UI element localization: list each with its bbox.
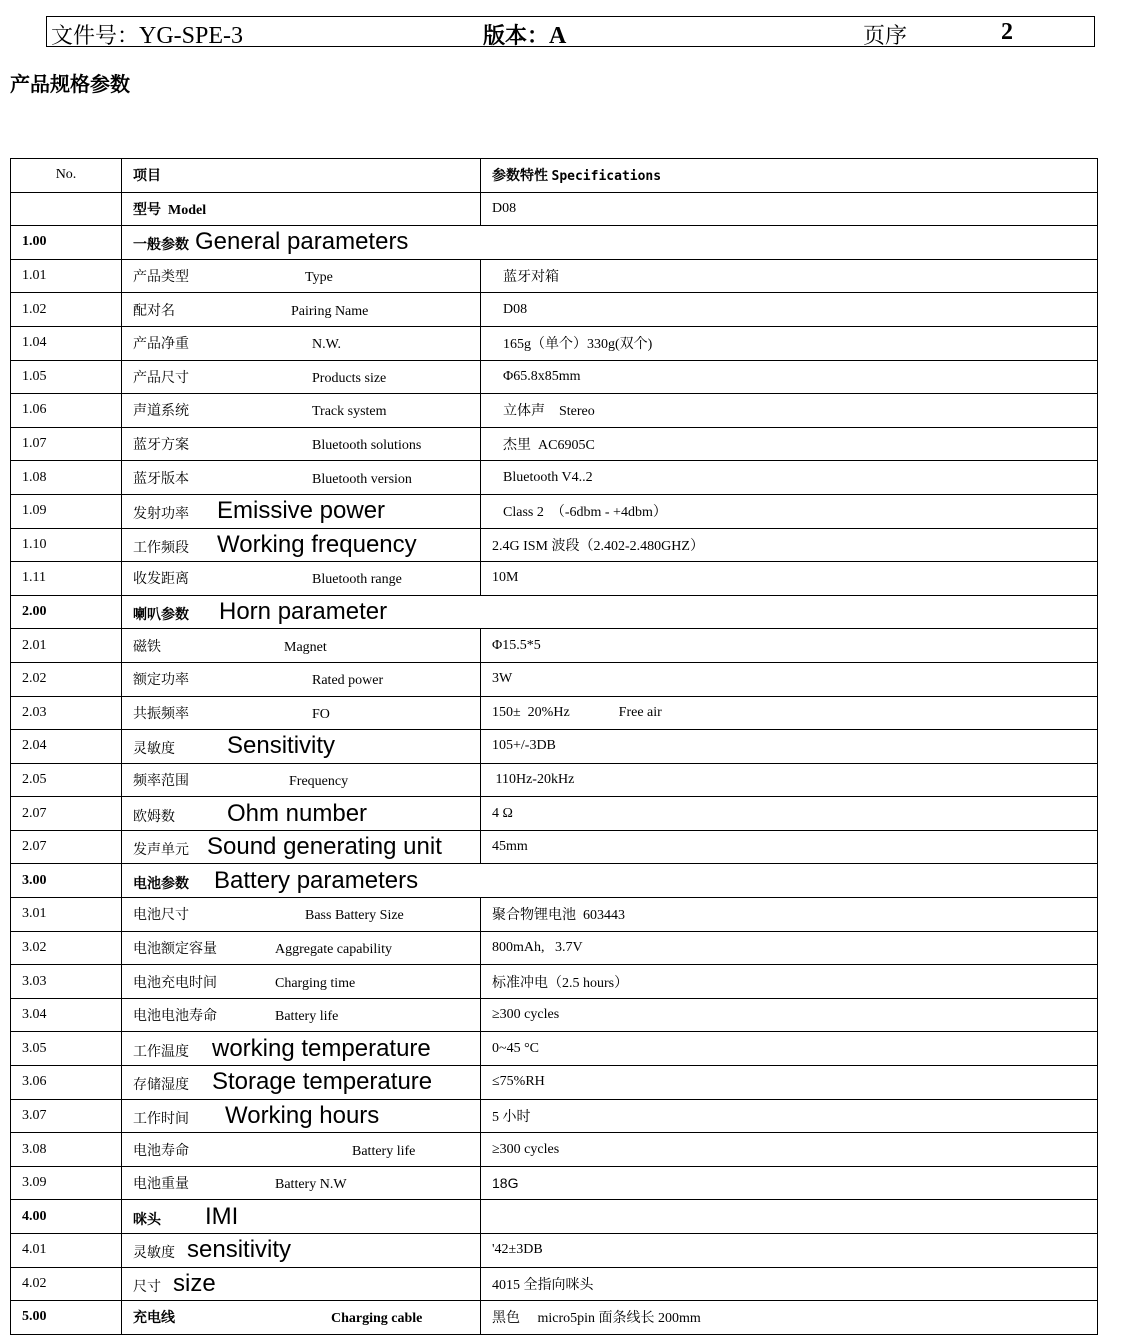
- spec-table: [10, 158, 1098, 1335]
- row-value: 18G: [481, 1166, 1098, 1200]
- item-cn: 灵敏度: [133, 741, 175, 758]
- model-en: Model: [168, 202, 207, 218]
- table-row: [11, 461, 1098, 495]
- row-number: 5.00: [11, 1301, 122, 1335]
- row-item: [122, 931, 481, 965]
- table-row: [11, 494, 1098, 528]
- row-value: 0~45 °C: [481, 1032, 1098, 1066]
- row-number: 3.09: [11, 1166, 122, 1200]
- row-number: 2.00: [11, 595, 122, 629]
- row-number: 1.00: [11, 226, 122, 260]
- row-value: ≥300 cycles: [481, 998, 1098, 1032]
- item-cn: 发射功率: [133, 506, 189, 523]
- row-number: 1.02: [11, 293, 122, 327]
- row-value: ≤75%RH: [481, 1066, 1098, 1100]
- table-row: [11, 797, 1098, 831]
- row-number: 1.10: [11, 528, 122, 562]
- row-number: 3.01: [11, 898, 122, 932]
- row-value: 4 Ω: [481, 797, 1098, 831]
- item-cn: 声道系统: [133, 403, 189, 420]
- table-row: [11, 629, 1098, 663]
- item-cn: 电池重量: [133, 1176, 189, 1193]
- table-row: [11, 394, 1098, 428]
- row-item: [122, 1032, 481, 1066]
- row-item: [122, 461, 481, 495]
- item-cn: 电池参数: [133, 875, 189, 892]
- row-number: 2.02: [11, 662, 122, 696]
- table-header-row: [11, 159, 1098, 193]
- col-item: 项目: [122, 159, 481, 193]
- doc-number: [51, 19, 243, 50]
- table-row: [11, 830, 1098, 864]
- item-cn: 产品尺寸: [133, 369, 189, 386]
- row-item: [122, 696, 481, 730]
- row-number: 1.07: [11, 427, 122, 461]
- row-item: [122, 562, 481, 596]
- item-cn: 产品类型: [133, 269, 189, 286]
- row-item: [122, 528, 481, 562]
- item-cn: 蓝牙版本: [133, 470, 189, 487]
- table-row: [11, 1267, 1098, 1301]
- row-value: 杰里 AC6905C: [481, 427, 1098, 461]
- item-cn: 电池尺寸: [133, 907, 189, 924]
- row-item: [122, 226, 1098, 260]
- item-en: Frequency: [289, 773, 349, 789]
- row-number: 3.02: [11, 931, 122, 965]
- item-en: Bluetooth range: [312, 572, 402, 588]
- row-item: [122, 360, 481, 394]
- item-en: Bluetooth solutions: [312, 438, 422, 454]
- item-en: Products size: [312, 370, 387, 386]
- row-number: 4.02: [11, 1267, 122, 1301]
- row-number: 2.03: [11, 696, 122, 730]
- row-item: [122, 1267, 481, 1301]
- table-row: [11, 1066, 1098, 1100]
- item-en: size: [173, 1269, 216, 1297]
- row-item: [122, 797, 481, 831]
- page-number: 2: [1001, 19, 1013, 45]
- row-number: 1.08: [11, 461, 122, 495]
- table-row: [11, 1032, 1098, 1066]
- item-en: FO: [312, 706, 330, 722]
- row-number: 1.06: [11, 394, 122, 428]
- row-value: ≥300 cycles: [481, 1133, 1098, 1167]
- item-cn: 产品净重: [133, 336, 189, 353]
- item-cn: 欧姆数: [133, 808, 175, 825]
- document-header: [46, 16, 1095, 47]
- item-en: Rated power: [312, 673, 384, 689]
- row-number: 1.01: [11, 259, 122, 293]
- table-row: [11, 965, 1098, 999]
- item-cn: 配对名: [133, 302, 175, 319]
- item-en: Working hours: [225, 1101, 380, 1129]
- item-en: Battery N.W: [275, 1177, 347, 1193]
- row-value: 标准冲电（2.5 hours）: [481, 965, 1098, 999]
- section-row: [11, 864, 1098, 898]
- item-cn: 咪头: [133, 1211, 161, 1228]
- row-number: 2.01: [11, 629, 122, 663]
- table-row: [11, 763, 1098, 797]
- item-cn: 电池寿命: [133, 1142, 189, 1159]
- item-en: working temperature: [212, 1034, 431, 1062]
- item-en: Battery life: [352, 1143, 416, 1159]
- row-number: 3.00: [11, 864, 122, 898]
- item-cn: 额定功率: [133, 672, 189, 689]
- row-value: '42±3DB: [481, 1234, 1098, 1268]
- row-item: [122, 662, 481, 696]
- item-cn: 发声单元: [133, 842, 189, 859]
- table-row: [11, 562, 1098, 596]
- item-cn: 电池充电时间: [133, 974, 217, 991]
- model-label: [122, 192, 481, 226]
- row-value: 165g（单个）330g(双个): [481, 326, 1098, 360]
- model-cn: 型号: [133, 201, 161, 218]
- row-item: [122, 965, 481, 999]
- item-cn: 喇叭参数: [133, 607, 189, 624]
- item-cn: 灵敏度: [133, 1245, 175, 1262]
- row-item: [122, 763, 481, 797]
- col-spec-en: Specifications: [551, 169, 662, 185]
- section-row: [11, 226, 1098, 260]
- item-en: Charging cable: [331, 1311, 423, 1327]
- item-en: Sensitivity: [227, 732, 336, 760]
- item-cn: 电池电池寿命: [133, 1008, 217, 1025]
- item-en: Emissive power: [217, 497, 386, 525]
- item-en: IMI: [205, 1202, 239, 1230]
- item-en: Bluetooth version: [312, 471, 412, 487]
- table-row: [11, 1200, 1098, 1234]
- row-number: 3.08: [11, 1133, 122, 1167]
- row-number: 3.06: [11, 1066, 122, 1100]
- row-value: 黑色 micro5pin 面条线长 200mm: [481, 1301, 1098, 1335]
- row-item: [122, 494, 481, 528]
- row-number: 1.09: [11, 494, 122, 528]
- row-number: 3.03: [11, 965, 122, 999]
- row-value: 110Hz-20kHz: [481, 763, 1098, 797]
- row-value: 立体声 Stereo: [481, 394, 1098, 428]
- table-row: [11, 427, 1098, 461]
- version-value: A: [549, 23, 567, 49]
- doc-number-label: 文件号：: [51, 24, 140, 49]
- table-row: [11, 931, 1098, 965]
- item-cn: 充电线: [133, 1310, 175, 1327]
- row-item: [122, 1066, 481, 1100]
- row-number: 3.04: [11, 998, 122, 1032]
- row-number: 3.07: [11, 1099, 122, 1133]
- item-en: Battery life: [275, 1009, 339, 1025]
- model-row: [11, 192, 1098, 226]
- row-item: [122, 1133, 481, 1167]
- row-item: [122, 293, 481, 327]
- row-item: [122, 394, 481, 428]
- item-cn: 共振频率: [133, 705, 189, 722]
- item-en: Bass Battery Size: [305, 908, 404, 924]
- col-spec: [481, 159, 1098, 193]
- table-row: [11, 696, 1098, 730]
- table-row: [11, 1166, 1098, 1200]
- item-en: Pairing Name: [291, 303, 369, 319]
- item-en: Charging time: [275, 975, 356, 991]
- row-number: 3.05: [11, 1032, 122, 1066]
- row-item: [122, 427, 481, 461]
- item-en: Aggregate capability: [275, 941, 393, 957]
- item-cn: 尺寸: [133, 1278, 161, 1295]
- row-number: 2.07: [11, 830, 122, 864]
- item-cn: 工作时间: [133, 1110, 189, 1127]
- item-en: Storage temperature: [212, 1068, 433, 1096]
- item-cn: 频率范围: [133, 772, 189, 789]
- row-number: 1.05: [11, 360, 122, 394]
- item-cn: 一般参数: [133, 237, 189, 254]
- table-row: [11, 898, 1098, 932]
- model-no: [11, 192, 122, 226]
- row-number: 1.04: [11, 326, 122, 360]
- row-number: 4.01: [11, 1234, 122, 1268]
- item-en: Working frequency: [217, 530, 417, 558]
- row-value: 105+/-3DB: [481, 730, 1098, 764]
- row-item: [122, 259, 481, 293]
- page-title: 产品规格参数: [10, 72, 130, 96]
- row-value: 45mm: [481, 830, 1098, 864]
- section-row: [11, 595, 1098, 629]
- item-cn: 存储湿度: [133, 1077, 189, 1094]
- row-value: Φ65.8x85mm: [481, 360, 1098, 394]
- row-value: [481, 1200, 1098, 1234]
- item-en: Track system: [312, 404, 387, 420]
- row-number: 2.04: [11, 730, 122, 764]
- item-en: sensitivity: [187, 1236, 292, 1264]
- row-value: 2.4G ISM 波段（2.402-2.480GHZ）: [481, 528, 1098, 562]
- table-row: [11, 1234, 1098, 1268]
- item-en: Ohm number: [227, 799, 368, 827]
- row-item: [122, 595, 1098, 629]
- table-row: [11, 662, 1098, 696]
- row-item: [122, 1166, 481, 1200]
- item-en: Battery parameters: [214, 866, 419, 894]
- item-en: Sound generating unit: [207, 833, 442, 861]
- item-cn: 收发距离: [133, 571, 189, 588]
- row-item: [122, 1234, 481, 1268]
- table-row: [11, 1133, 1098, 1167]
- row-item: [122, 730, 481, 764]
- row-item: [122, 326, 481, 360]
- page-label: 页序: [863, 24, 908, 49]
- row-item: [122, 1099, 481, 1133]
- row-value: 蓝牙对箱: [481, 259, 1098, 293]
- table-row: [11, 1099, 1098, 1133]
- item-en: Horn parameter: [219, 598, 388, 626]
- row-number: 1.11: [11, 562, 122, 596]
- row-value: Φ15.5*5: [481, 629, 1098, 663]
- row-item: [122, 864, 1098, 898]
- version-label: 版本：: [483, 24, 550, 49]
- row-item: [122, 898, 481, 932]
- item-cn: 蓝牙方案: [133, 437, 189, 454]
- version: [483, 19, 566, 50]
- row-value: D08: [481, 293, 1098, 327]
- model-value: D08: [481, 192, 1098, 226]
- row-item: [122, 1301, 481, 1335]
- row-item: [122, 629, 481, 663]
- row-value: 4015 全指向咪头: [481, 1267, 1098, 1301]
- row-value: Bluetooth V4..2: [481, 461, 1098, 495]
- item-en: Type: [305, 270, 333, 286]
- item-en: N.W.: [312, 337, 342, 353]
- row-number: 4.00: [11, 1200, 122, 1234]
- row-item: [122, 998, 481, 1032]
- row-value: 聚合物锂电池 603443: [481, 898, 1098, 932]
- table-row: [11, 293, 1098, 327]
- row-item: [122, 830, 481, 864]
- table-row: [11, 528, 1098, 562]
- row-value: 3W: [481, 662, 1098, 696]
- row-item: [122, 1200, 481, 1234]
- doc-number-value: YG-SPE-3: [139, 23, 244, 49]
- item-en: Magnet: [284, 639, 327, 655]
- row-value: 5 小时: [481, 1099, 1098, 1133]
- row-value: 150± 20%Hz Free air: [481, 696, 1098, 730]
- item-cn: 电池额定容量: [133, 940, 217, 957]
- table-row: [11, 360, 1098, 394]
- row-value: Class 2 （-6dbm - +4dbm）: [481, 494, 1098, 528]
- row-value: 10M: [481, 562, 1098, 596]
- table-row: [11, 730, 1098, 764]
- item-en: General parameters: [195, 228, 409, 256]
- col-spec-cn: 参数特性: [492, 168, 548, 185]
- item-cn: 磁铁: [133, 638, 161, 655]
- table-row: [11, 1301, 1098, 1335]
- row-value: 800mAh, 3.7V: [481, 931, 1098, 965]
- table-row: [11, 998, 1098, 1032]
- row-number: 2.07: [11, 797, 122, 831]
- table-row: [11, 259, 1098, 293]
- col-no: No.: [11, 159, 122, 193]
- item-cn: 工作温度: [133, 1043, 189, 1060]
- table-row: [11, 326, 1098, 360]
- row-number: 2.05: [11, 763, 122, 797]
- item-cn: 工作频段: [133, 539, 189, 556]
